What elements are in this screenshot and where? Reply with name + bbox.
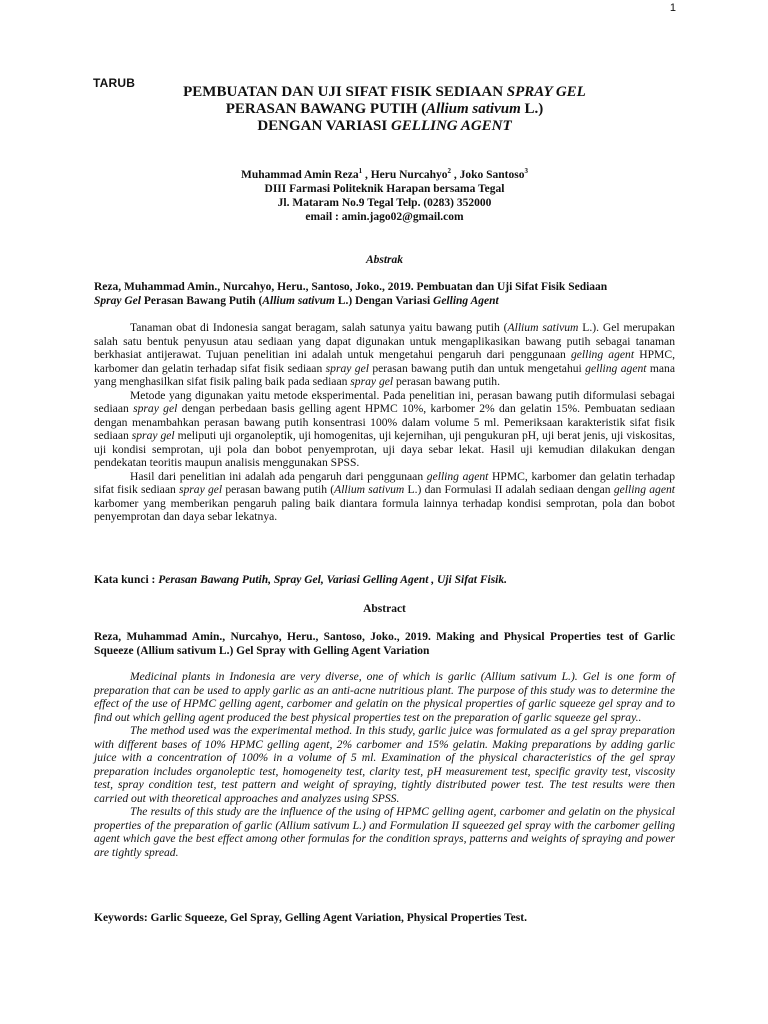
kata-kunci-text: Perasan Bawang Putih, Spray Gel, Variasi Gelling Agent , Uji Sifat Fisik.: [158, 574, 508, 586]
affiliation: DIII Farmasi Politeknik Harapan bersama Tegal: [264, 182, 505, 195]
running-label: TARUB: [93, 76, 136, 90]
author-affil-mark: 2: [447, 167, 451, 175]
citation-line: [94, 294, 675, 308]
title-line-3: [94, 118, 675, 135]
email: email : amin.jago02@gmail.com: [305, 210, 464, 223]
citation-italic: Allium sativum: [262, 295, 335, 307]
abstrak-citation: [94, 280, 675, 308]
address: Jl. Mataram No.9 Tegal Telp. (0283) 352000: [277, 196, 492, 209]
abstrak-paragraph-1: Tanaman obat di Indonesia sangat beragam, salah satunya yaitu bawang putih (Allium sativum L.). Gel merupakan salah satu bentuk penyusun atau sediaan yang dapat digunakan untuk mengaplikasikan bawang putih sebagai tanaman berkhasiat antijerawat. Tujuan penelitian ini adalah untuk mengetahui pengaruh dari penggunaan gelling agent HPMC, karbomer dan gelatin terhadap sifat fisik sediaan spray gel perasan bawang putih dan untuk mengetahui gelling agent mana yang menghasilkan sifat fisik paling baik pada sediaan spray gel perasan bawang putih.: [94, 321, 675, 388]
citation-text: L.) Dengan Variasi: [334, 295, 434, 307]
abstract-paragraph-3: The results of this study are the influence of the using of HPMC gelling agent, carbomer and gelatin on the physical properties of the preparation of garlic (Allium sativum L.) and Formulation II squeezed gel spray with the carbomer gelling agent which gave the best effect among other formulas for the condition sprays, patterns and weights of spraying and power are tightly spread.: [94, 805, 675, 859]
title-italic: Allium sativum: [426, 101, 521, 117]
title-text: DENGAN VARIASI: [257, 118, 391, 134]
author-names: [94, 164, 675, 182]
author-affil-mark: 1: [358, 167, 363, 175]
abstract-body: [94, 670, 675, 859]
title-italic: SPRAY GEL: [506, 84, 586, 100]
citation-italic: Gelling Agent: [433, 295, 499, 307]
abstrak-paragraph-3: Hasil dari penelitian ini adalah ada pengaruh dari penggunaan gelling agent HPMC, karbomer dan gelatin terhadap sifat fisik sediaan spray gel perasan bawang putih (Allium sativum L.) dan Formulasi II adalah sediaan dengan gelling agent karbomer yang memberikan pengaruh paling baik diantara formula lainnya terhadap kondisi semprotan, pola dan bobot penyemprotan dan daya sebar lekatnya.: [94, 469, 675, 523]
abstract-citation: Reza, Muhammad Amin., Nurcahyo, Heru., Santoso, Joko., 2019. Making and Physical Properties test of Garlic Squeeze (Allium sativum L.) Gel Spray with Gelling Agent Variation: [94, 631, 675, 657]
citation-line: Reza, Muhammad Amin., Nurcahyo, Heru., Santoso, Joko., 2019. Pembuatan dan Uji Sifat Fisik Sediaan: [94, 281, 608, 293]
abstrak-heading: Abstrak: [365, 254, 404, 266]
author-affil-mark: 3: [524, 167, 528, 175]
citation-text: Perasan Bawang Putih (: [140, 295, 263, 307]
author-name: , Heru Nurcahyo: [362, 168, 448, 181]
author-name: , Joko Santoso: [450, 168, 525, 181]
keywords: Keywords: Garlic Squeeze, Gel Spray, Gelling Agent Variation, Physical Properties Test.: [94, 912, 527, 924]
abstract-paragraph-1: Medicinal plants in Indonesia are very diverse, one of which is garlic (Allium sativum L.). Gel is one form of preparation that can be used to apply garlic as an anti-acne nutritious plant. The purpose of this study was to determine the effect of the use of HPMC gelling agent, carbomer and gelatin on the physical properties of garlic squeeze gel spray and to find out which gelling agent produced the best physical properties test on the preparation of garlic squeeze gel spray..: [94, 670, 675, 724]
title-text: L.): [520, 101, 544, 117]
abstrak-body: [94, 321, 675, 524]
paper-title: [94, 84, 675, 135]
author-block: [94, 164, 675, 224]
title-line-2: [94, 101, 675, 118]
abstract-heading: Abstract: [363, 603, 406, 615]
title-text: PEMBUATAN DAN UJI SIFAT FISIK SEDIAAN: [183, 84, 507, 100]
author-name: Muhammad Amin Reza: [241, 168, 359, 181]
kata-kunci-label: Kata kunci :: [94, 574, 159, 586]
abstract-paragraph-2: The method used was the experimental method. In this study, garlic juice was formulated as a gel spray preparation with different bases of 10% HPMC gelling agent, 2% carbomer and 15% gelatin. Making preparations by adding garlic juice with a concentration of 100% in a volume of 5 ml. Examination of the physical characteristics of the gel spray preparation includes organoleptic test, homogeneity test, clarity test, pH measurement test, specific gravity test, viscosity test, spray condition test, test pattern and weight of spraying, tightly distributed power test. The test results were then carried out with theoretical approaches and analyzes using SPSS.: [94, 724, 675, 805]
page-number: 1: [669, 2, 676, 14]
citation-italic: Spray Gel: [94, 295, 141, 307]
title-line-1: [94, 84, 675, 101]
kata-kunci: [94, 574, 675, 586]
title-italic: GELLING AGENT: [390, 118, 512, 134]
title-text: PERASAN BAWANG PUTIH (: [225, 101, 427, 117]
abstrak-paragraph-2: Metode yang digunakan yaitu metode eksperimental. Pada penelitian ini, perasan bawang putih diformulasi sebagai sediaan spray gel dengan perbedaan basis gelling agent HPMC 10%, karbomer 2% dan gelatin 15%. Pembuatan sediaan dengan menambahkan perasan bawang putih konsentrasi 100% dalam volume 5 ml. Pemeriksaan karakteristik sifat fisik sediaan spray gel meliputi uji organoleptik, uji homogenitas, uji kejernihan, uji pengukuran pH, uji berat jenis, uji viskositas, uji kondisi semprotan, uji pola dan bobot penyemprotan, uji daya sebar lekat. Hasil uji kemudian dilakukan dengan pendekatan teoritis maupun analisis menggunakan SPSS.: [94, 388, 675, 469]
